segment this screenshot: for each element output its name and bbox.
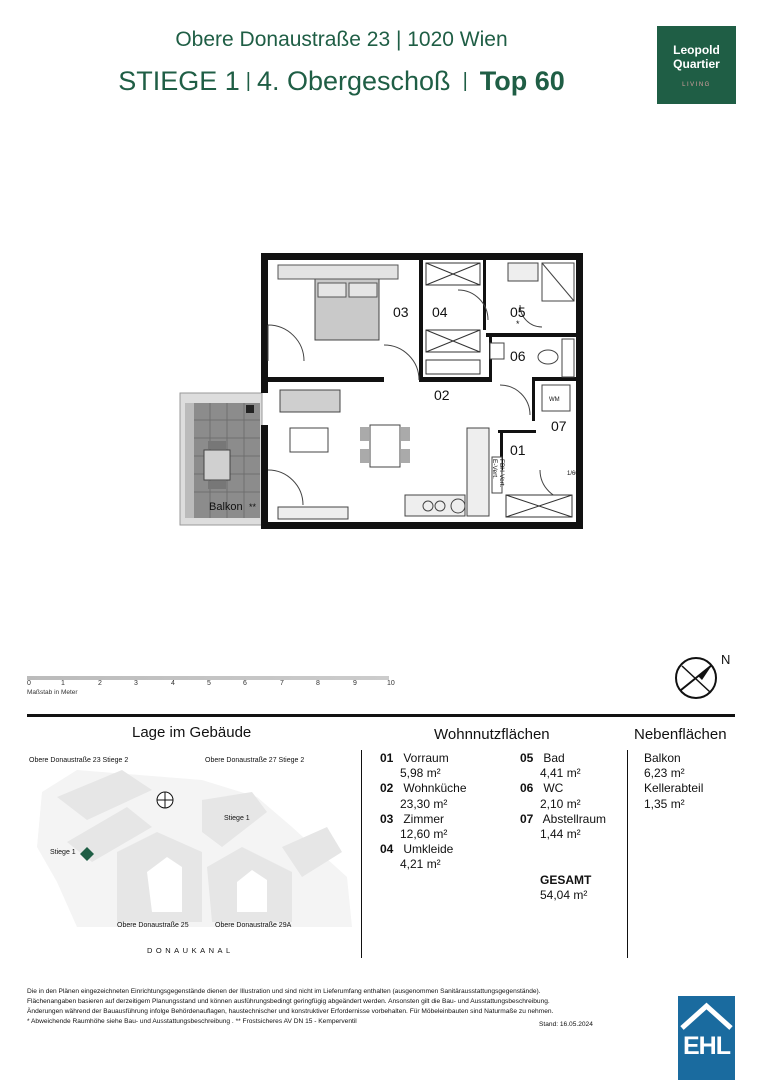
- room-label-03: 03: [393, 304, 409, 320]
- location-heading: Lage im Gebäude: [132, 724, 252, 741]
- total-value: 54,04 m²: [540, 888, 588, 902]
- balcony-railing: [185, 403, 194, 518]
- chair: [401, 427, 410, 441]
- area-item: 03 Zimmer: [380, 811, 445, 826]
- site-label: Stiege 1: [224, 815, 250, 822]
- scale-tick: 5: [207, 680, 211, 687]
- area-item: 05 Bad: [520, 751, 565, 765]
- area-list-right: [520, 751, 606, 842]
- balcony-chair: [208, 481, 226, 489]
- area-item: 04 Umkleide: [380, 842, 454, 857]
- plan-date: Stand: 16.05.2024: [539, 1021, 593, 1028]
- coffee-table: [290, 428, 328, 452]
- fbh-label: FBH-Vert.: [498, 459, 505, 488]
- area-value: 2,10 m²: [540, 796, 581, 811]
- room-label-05: 05: [510, 304, 526, 320]
- room-label-07: 07: [551, 418, 567, 434]
- secondary-item: Balkon: [644, 751, 681, 765]
- balcony-table: [204, 450, 230, 480]
- title-separator: |: [245, 70, 251, 92]
- chair: [360, 449, 369, 463]
- living-area-heading: Wohnnutzflächen: [434, 726, 550, 743]
- unit-label: Top 60: [479, 66, 565, 96]
- area-value: 1,44 m²: [540, 827, 581, 842]
- room-label-05-mark: *: [516, 319, 520, 329]
- site-label: Obere Donaustraße 23 Stiege 2: [29, 757, 129, 764]
- scale-tick: 10: [387, 680, 395, 687]
- area-item: 02 Wohnküche: [380, 781, 467, 796]
- area-item: 06 WC: [520, 781, 564, 796]
- site-plan: [27, 752, 362, 962]
- area-item: 07 Abstellraum: [520, 811, 607, 826]
- area-list-left: [380, 751, 467, 873]
- room-label-04: 04: [432, 304, 448, 320]
- ehl-logo-text: EHL: [683, 1032, 730, 1060]
- area-value: 23,30 m²: [400, 796, 448, 811]
- scale-tick: 6: [243, 680, 247, 687]
- logo-line-2: Quartier: [673, 57, 720, 71]
- pillow: [318, 283, 346, 297]
- chair: [360, 427, 369, 441]
- area-value: 12,60 m²: [400, 827, 448, 842]
- stair-label: STIEGE 1: [118, 66, 240, 96]
- scale-tick: 7: [280, 680, 284, 687]
- title-separator: |: [462, 70, 468, 92]
- site-label: Obere Donaustraße 29A: [215, 922, 292, 929]
- area-value: 4,41 m²: [540, 766, 581, 781]
- scale-caption: Maßstab in Meter: [27, 689, 78, 696]
- house-roof-icon: [678, 996, 735, 1036]
- pillow: [349, 283, 377, 297]
- wc-sink: [490, 343, 504, 359]
- secondary-item: Kellerabteil: [644, 781, 704, 796]
- leopold-quartier-logo: [657, 26, 736, 104]
- door-note: 1/60: [567, 471, 579, 477]
- balcony-chair: [208, 441, 226, 449]
- balkon-mark: **: [249, 502, 257, 512]
- disclaimer-line: Flächenangaben basieren auf derzeitigem Planungsstand und können ausführungsbedingt geringfügig abgeändert werden. Ansonsten gilt die Bau- und Ausstattungsbeschreibung.: [27, 998, 550, 1005]
- canal-label: DONAUKANAL: [147, 946, 234, 955]
- scale-tick: 9: [353, 680, 357, 687]
- wardrobe: [278, 265, 398, 279]
- sideboard: [278, 507, 348, 519]
- scale-tick: 8: [316, 680, 320, 687]
- cabinet: [426, 360, 480, 374]
- room-label-02: 02: [434, 387, 450, 403]
- room-label-01: 01: [510, 442, 526, 458]
- compass-icon: [672, 650, 742, 700]
- chair: [401, 449, 410, 463]
- balkon-label: Balkon: [209, 501, 243, 513]
- scale-tick: 2: [98, 680, 102, 687]
- sink: [508, 263, 538, 281]
- kitchen-counter: [467, 428, 489, 516]
- total-area: [540, 873, 591, 903]
- ehl-logo: [678, 996, 735, 1080]
- toilet: [538, 350, 558, 364]
- section-divider: [27, 714, 735, 717]
- north-compass: [672, 650, 742, 700]
- area-value: 4,21 m²: [400, 857, 441, 872]
- compass-north-label: N: [721, 652, 731, 667]
- disclaimer-line: Änderungen während der Bauausführung infolge Behördenauflagen, haustechnischer und konstruktiver Erfordernisse vorbehalten. Für Möbeleinbauten sind Naturmaße zu nehmen.: [27, 1008, 554, 1015]
- floor-label: 4. Obergeschoß: [256, 66, 451, 96]
- column-divider: [627, 750, 628, 958]
- site-label: Obere Donaustraße 25: [117, 922, 189, 929]
- dining-table: [370, 425, 400, 467]
- scale-tick: 3: [134, 680, 138, 687]
- scale-tick: 0: [27, 680, 31, 687]
- site-label: Stiege 1: [50, 849, 76, 856]
- address-line: Obere Donaustraße 23 | 1020 Wien: [175, 28, 508, 51]
- sofa: [280, 390, 340, 412]
- scale-tick: 1: [61, 680, 65, 687]
- secondary-area-list: [644, 751, 703, 812]
- secondary-value: 6,23 m²: [644, 766, 685, 781]
- disclaimer: [27, 987, 607, 1027]
- room-label-06: 06: [510, 348, 526, 364]
- logo-line-1: Leopold: [673, 43, 720, 57]
- area-item: 01 Vorraum: [380, 751, 449, 765]
- floor-plan: [170, 245, 595, 540]
- secondary-value: 1,35 m²: [644, 796, 685, 811]
- site-label: Obere Donaustraße 27 Stiege 2: [205, 757, 305, 764]
- disclaimer-line: * Abweichende Raumhöhe siehe Bau- und Ausstattungsbeschreibung . ** Frostsicheres AV DN 15 - Kemperventil: [27, 1018, 357, 1025]
- evert-label: E-Vert.: [491, 459, 498, 479]
- disclaimer-line: Die in den Plänen eingezeichneten Einrichtungsgegenstände dienen der Illustration und sind nicht im Lieferumfang enthalten (ausgenommen Sanitärausstattungsgegenstände).: [27, 988, 541, 995]
- scale-tick: 4: [171, 680, 175, 687]
- wm-label: WM: [549, 397, 560, 403]
- unit-title: [0, 66, 683, 97]
- site-map: [27, 752, 362, 937]
- secondary-area-heading: Nebenflächen: [634, 726, 727, 743]
- logo-line-3: LIVING: [682, 82, 711, 88]
- total-label: GESAMT: [540, 873, 592, 887]
- floor-plan-drawing: [170, 245, 595, 540]
- area-value: 5,98 m²: [400, 766, 441, 781]
- balcony-post: [246, 405, 254, 413]
- scale-bar: [27, 676, 397, 706]
